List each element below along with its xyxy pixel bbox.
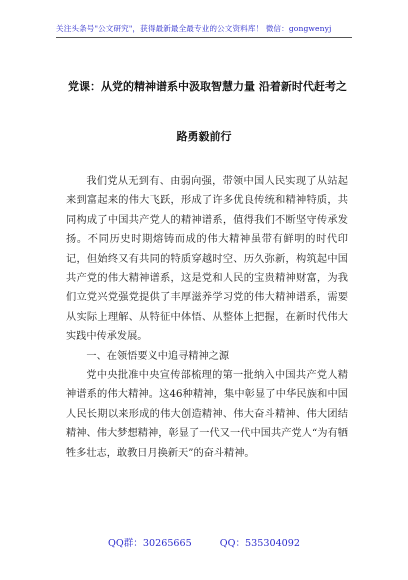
footer-contact — [0, 535, 408, 549]
document-title-line-2: 路勇毅前行 — [176, 130, 232, 143]
header-note: 关注头条号"公文研究"，获得最新最全最专业的公文资料库！ 微信：gongwenyj — [56, 24, 332, 33]
body-paragraph-intro: 我们党从无到有、由弱向强，带领中国人民实现了从站起来到富起来的伟大飞跃，形成了许多优良传统和精神特质，共同构成了中国共产党人的精神谱系，值得我们不断坚守传承发扬。不同历史时期熔铸而成的伟大精神虽带有鲜明的时代印记，但始终又有共同的特质穿越时空、历久弥新，构筑起中国共产党的伟大精神谱系，这是党和人民的宝贵精神财富，为我们立党兴党强党提供了丰厚滋养学习党的伟大精神谱系，需要从实际上理解、从特征中体悟、从整体上把握，在新时代伟大实践中传承发展。 — [66, 176, 348, 343]
header-divider — [56, 37, 352, 38]
footer-qq: QQ：535304092 — [219, 538, 300, 549]
section-heading: 一、在领悟要义中追寻精神之源 — [86, 350, 230, 362]
body-paragraph-section-1: 党中央批准中央宣传部梳理的第一批纳入中国共产党人精神谱系的伟大精神。这46种精神，集中彰显了中华民族和中国人民长期以来形成的伟大创造精神、伟大奋斗精神、伟大团结精神、伟大梦想精神，彰显了一代又一代中国共产党人“为有牺牲多壮志，敢教日月换新天”的奋斗精神。 — [66, 370, 348, 459]
footer-qq-group: QQ群：30265665 — [107, 538, 192, 549]
document-body — [66, 172, 348, 463]
document-title-line-1: 党课：从党的精神谱系中汲取智慧力量 沿着新时代赶考之 — [68, 80, 347, 93]
